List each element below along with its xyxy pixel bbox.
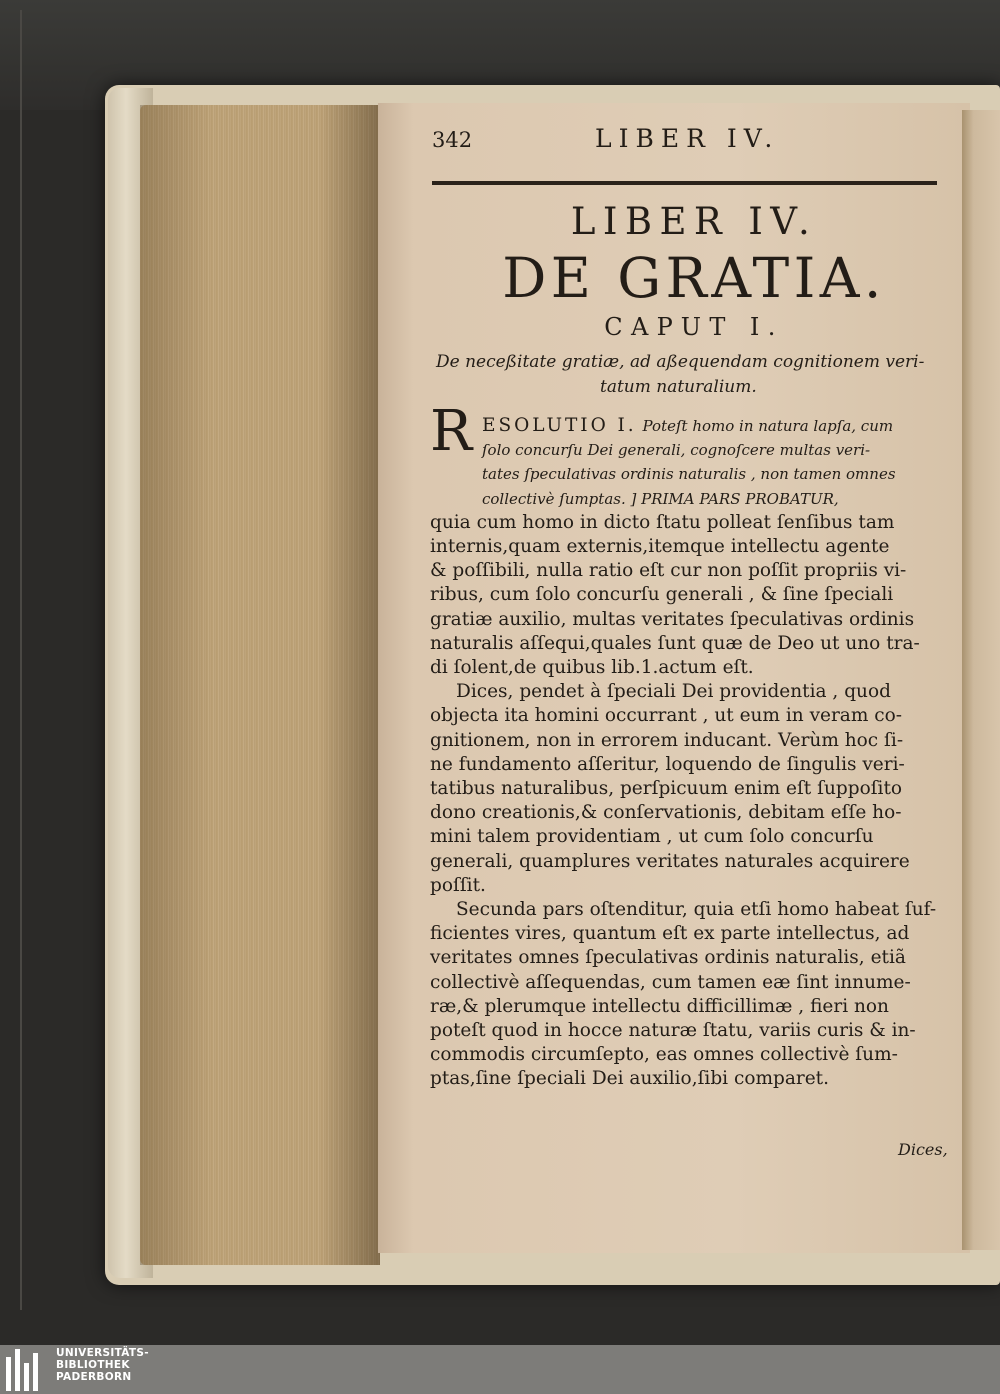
body-text-roman: gnitionem, non in errorem inducant. Verùm hoc ſi-	[430, 729, 904, 751]
chapter-subtitle-line-2: tatum naturalium.	[600, 377, 757, 397]
body-text-roman: mini talem providentiam , ut cum ſolo concurſu	[430, 826, 874, 848]
body-text-line	[430, 804, 901, 823]
body-text-roman: ptas,ſine ſpeciali Dei auxilio,ſibi comparet.	[430, 1068, 829, 1090]
header-rule	[432, 181, 937, 185]
body-text-roman: & poſſibili, nulla ratio eſt cur non poſſit propriis vi-	[430, 560, 907, 582]
body-text-line	[430, 780, 902, 799]
body-text-line	[456, 683, 891, 702]
book-title: LIBER IV.	[570, 200, 818, 243]
body-text-roman: objecta ita homini occurrant , ut eum in veram co-	[430, 705, 903, 727]
body-text-line	[430, 538, 889, 557]
body-text-roman: poteſt quod in hocce naturæ ſtatu, variis curis & in-	[430, 1020, 916, 1041]
body-text-line	[430, 1046, 898, 1065]
body-text-line	[430, 1022, 916, 1041]
body-text-line	[430, 925, 909, 944]
body-text-roman: ficientes vires, quantum eſt ex parte intellectus, ad	[430, 923, 910, 945]
chapter-title: CAPUT I.	[604, 313, 784, 341]
body-text-roman: poſſit.	[430, 874, 486, 896]
body-text-roman: dono creationis,& conſervationis, debitam eſſe ho-	[430, 802, 902, 824]
catchword: Dices,	[898, 1140, 948, 1159]
body-text-line	[482, 417, 893, 436]
body-text-line	[482, 441, 870, 460]
page-number: 342	[432, 128, 473, 152]
body-text-roman: collectivè aſſequendas, cum tamen eæ ſint innume-	[430, 971, 911, 993]
chapter-subtitle-line-1: De neceßitate gratiæ, ad aßequendam cognitionem veri-	[436, 352, 925, 372]
body-text-roman: di ſolent,de quibus lib.1.actum eſt.	[430, 657, 754, 678]
body-text-line	[430, 995, 889, 1017]
body-text-line	[430, 874, 486, 896]
body-text-roman: quia cum homo in dicto ſtatu polleat ſenſibus tam	[430, 511, 895, 533]
body-text-line	[430, 562, 906, 581]
body-text-roman: ne fundamento aſſeritur, loquendo de ſingulis veri-	[430, 753, 905, 775]
body-text-line	[430, 586, 893, 605]
body-text-roman: ESOLUTIO I.	[482, 415, 637, 436]
main-title: DE GRATIA.	[502, 246, 886, 310]
body-text-italic: Poteſt homo in natura lapſa, cum	[642, 417, 894, 435]
body-text-line	[456, 901, 936, 920]
running-head: LIBER IV.	[595, 124, 780, 153]
body-text-roman: gratiæ auxilio, multas veritates ſpeculativas ordinis	[430, 608, 915, 630]
footer-bar	[0, 1345, 1000, 1394]
body-text-line	[430, 850, 910, 872]
body-text-line	[430, 632, 920, 654]
body-text-roman: internis,quam externis,itemque intellectu agente	[430, 536, 890, 557]
body-text-line	[430, 729, 904, 751]
scale-bar	[20, 10, 44, 1310]
body-text-italic: tates ſpeculativas ordinis naturalis , non tamen omnes	[482, 465, 896, 484]
body-text-line	[430, 707, 902, 726]
body-text-line	[430, 828, 874, 847]
body-text-line	[482, 490, 839, 509]
body-text-roman: commodis circumſepto, eas omnes collectivè ſum-	[430, 1044, 898, 1066]
body-text-line	[430, 511, 895, 533]
body-text-italic: ſolo concurſu Dei generali, cognoſcere multas veri-	[482, 441, 871, 460]
library-logo-icon	[6, 1349, 46, 1391]
body-text-line	[430, 1070, 829, 1089]
body-text-roman: Secunda pars oſtenditur, quia etſi homo habeat ſuf-	[456, 899, 937, 920]
body-text-roman: tatibus naturalibus, perſpicuum enim eſt ſuppoſito	[430, 778, 903, 799]
library-name-line-3: PADERBORN	[56, 1371, 132, 1383]
body-text-line	[430, 971, 911, 993]
body-text-line	[430, 753, 905, 775]
drop-cap: R	[430, 399, 473, 464]
body-text-roman: generali, quamplures veritates naturales acquirere	[430, 850, 910, 872]
body-text-roman: naturalis aſſequi,quales ſunt quæ de Deo ut uno tra-	[430, 632, 920, 654]
body-text-roman: ræ,& plerumque intellectu difficillimæ , fieri non	[430, 995, 889, 1017]
body-text-roman: veritates omnes ſpeculativas ordinis naturalis, etiã	[430, 947, 906, 969]
body-text-roman: ribus, cum ſolo concurſu generali , & ſine ſpeciali	[430, 584, 894, 606]
body-text-line	[482, 465, 896, 484]
body-text-line	[430, 659, 754, 678]
body-text-line	[430, 949, 906, 968]
body-text-line	[430, 608, 915, 630]
library-name-line-2: BIBLIOTHEK	[56, 1359, 130, 1371]
library-name-line-1: UNIVERSITÄTS-	[56, 1347, 149, 1359]
body-text-roman: Dices, pendet à ſpeciali Dei providentia , quod	[456, 681, 891, 703]
body-text-italic: collectivè ſumptas. ] PRIMA PARS PROBATUR,	[482, 489, 839, 508]
page-edges-shade	[140, 105, 380, 1265]
